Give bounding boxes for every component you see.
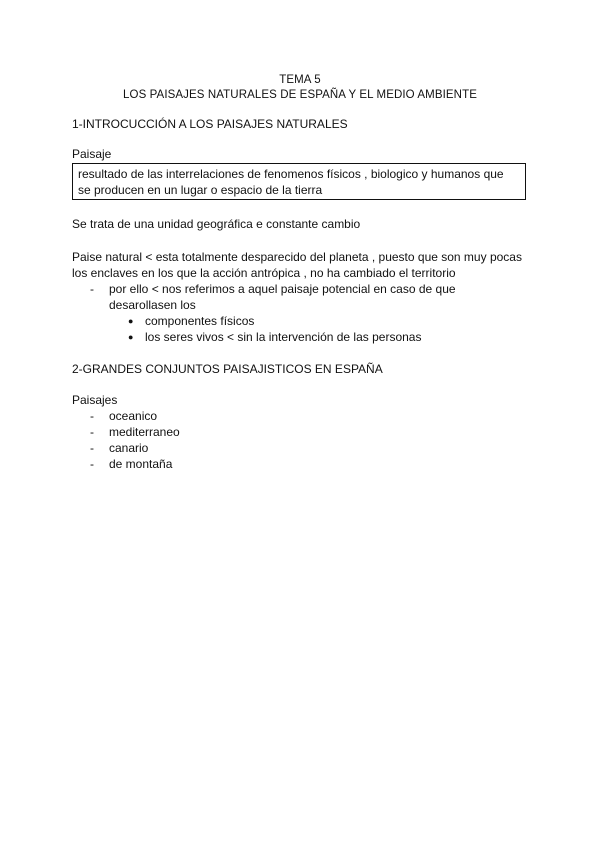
document-subtitle: LOS PAISAJES NATURALES DE ESPAÑA Y EL MEDIO AMBIENTE [123,89,477,101]
dash-item-line-1: por ello < nos referimos a aquel paisaje potencial en caso de que [109,282,456,296]
list-item: de montaña [109,457,173,471]
dash-item-line-2: desarollasen los [109,298,196,312]
bullet-item: componentes físicos [145,314,255,328]
section-heading-1: 1-INTROCUCCIÓN A LOS PAISAJES NATURALES [72,117,348,131]
section-heading-2: 2-GRANDES CONJUNTOS PAISAJISTICOS EN ESPAÑA [72,362,383,376]
list-item: mediterraneo [109,425,180,439]
sentence-text: Se trata de una unidad geográfica e constante cambio [72,217,361,231]
paragraph-line-1: Paise natural < esta totalmente desparecido del planeta , puesto que son muy pocas [72,250,522,264]
paragraph-line-2: los enclaves en los que la acción antrópica , no ha cambiado el territorio [72,266,456,280]
dash-marker: - [90,409,94,423]
bullet-marker: ● [128,316,134,326]
term-label: Paisaje [72,147,112,161]
bullet-item: los seres vivos < sin la intervención de las personas [145,330,422,344]
definition-box [72,163,526,200]
bullet-marker: ● [128,332,134,342]
definition-line-1: resultado de las interrelaciones de fenomenos físicos , biologico y humanos que [78,167,504,181]
dash-marker: - [90,282,94,296]
definition-line-2: se producen en un lugar o espacio de la tierra [78,183,323,197]
dash-marker: - [90,457,94,471]
paisajes-label: Paisajes [72,393,118,407]
list-item: oceanico [109,409,158,423]
dash-marker: - [90,441,94,455]
list-item: canario [109,441,149,455]
dash-marker: - [90,425,94,439]
document-title: TEMA 5 [279,74,321,86]
